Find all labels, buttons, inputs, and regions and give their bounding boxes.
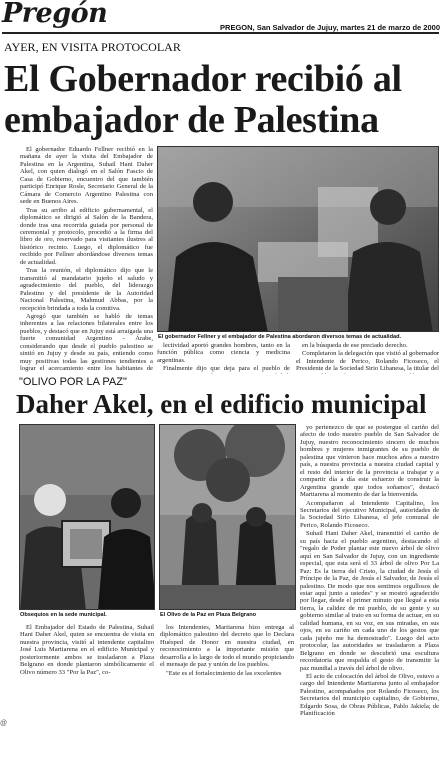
paragraph: en la búsqueda de ese preciado derecho. bbox=[302, 342, 408, 349]
photo-olive-tree-plaza bbox=[160, 425, 296, 610]
article2-photo-1 bbox=[19, 424, 155, 610]
paragraph: El acto de colocación del árbol de Olivo, estuvo a cargo del Intendente Martiarena junto al embajador Palestino, acompañados por Rolando Ficoseco, los Secretarios del municipio capitalino, de Gobierno, Edgardo Sosa, de Obras Públicas, Pablo Jakiela; de Planificación bbox=[300, 672, 439, 718]
paragraph: lectividad aportó grandes hombres, tanto en la función pública como ciencia y medicina argentinas. bbox=[157, 342, 290, 364]
paragraph: yo pertenezco de que se postergue el cariño del afecto de todo nuestro pueblo de San Salvador de Jujuy, nuestro reconocimiento sincero de muchos hombres y mujeres inmigrantes de su pueblo de palestina que vinieron hace muchos años a nuestro país, a nuestra provincia a nuestra ciudad capital y el resto del interior de la provincia a trabajar y a compartir día a día este esfuerzo de construir la Argentina grande que todos soñamos", destacó Martiarena al momento de dar la bienvenida. bbox=[300, 424, 439, 499]
photo-governor-ambassador bbox=[158, 147, 439, 332]
masthead-rule bbox=[2, 32, 439, 34]
paragraph: El gobernador Eduardo Fellner recibió en la mañana de ayer la visita del Embajador de Palestina en la Argentina, Suhail Hani Daher Akel, con quien dialogó en el Salón Fascio de Casa de Gobierno, encuentro del que también participó Enrique Rosle, Secretario General de la Cámara de Comercio Argentino Palestina con sede en Buenos Aires. bbox=[20, 146, 153, 206]
issue-line: PREGON, San Salvador de Jujuy, martes 21 de marzo de 2000 bbox=[220, 23, 440, 32]
paragraph: Agregó que también se habló de temas inherentes a las relaciones bilaterales entre los pueblos, y destacó que en Jujuy está arraigada una fuerte comunidad Argentino - Árabe, considerando que desde el pueblo palestino se sintió en Jujuy y desde su país, entiendo como muy positivas todas las gestiones tendientes a lograr el acercamiento entre los habitantes de bbox=[20, 312, 153, 372]
masthead bbox=[2, 0, 441, 30]
photo-gifts-municipal bbox=[20, 425, 155, 610]
article2-photo-2 bbox=[159, 424, 296, 610]
article2-kicker: "OLIVO POR LA PAZ" bbox=[19, 376, 127, 388]
article1-column-2 bbox=[157, 342, 290, 374]
article1-headline-line1: El Gobernador recibió al bbox=[4, 58, 402, 100]
article1-kicker: AYER, EN VISITA PROTOCOLAR bbox=[4, 40, 181, 54]
article2-headline: Daher Akel, en el edificio municipal bbox=[16, 389, 427, 419]
article1-photo-caption: El gobernador Fellner y el embajador de Palestina abordaron diversos temas de actualidad. bbox=[158, 334, 402, 340]
paragraph: Completaron la delegación que visitó al gobernador el Intendente de Perico, Rolando Ficoseco, el Presidente de la Sociedad Sirio Libanesa, la titular del bbox=[296, 350, 439, 373]
article2-column-3 bbox=[300, 424, 439, 767]
paragraph: Acompañaron al Intendente Capitalino, los Secretarios del ejecutivo Municipal, autoridades de la Sociedad Sirio Libanesa, el jefe comunal de Perico, Rolando Ficoseco. bbox=[300, 499, 439, 529]
article1-photo bbox=[157, 146, 439, 332]
paragraph: El Embajador del Estado de Palestina, Suhail Hani Daher Akel, quien se encuentra de visita en nuestra provincia, visitó al intendente capitalino José Luis Martiarena en el edificio Municipal y posteriormente ambos se trasladaron a Plaza Belgrano en donde plantaron simbólicamente el Olivo número 33 "Por la Paz", co- bbox=[20, 624, 154, 676]
article2-photo-2-caption: El Olivo de la Paz en Plaza Belgrano bbox=[160, 612, 257, 618]
margin-mark: @ bbox=[0, 720, 8, 727]
paragraph: Finalmente dijo que deja para el pueblo de bbox=[163, 365, 290, 373]
paragraph: Tras la reunión, el diplomático dijo que le transmitió al mandatario jujeño el saludo y agradecimiento del pueblo, del liderazgo Palestino y del presidente de la Autoridad Nacional Palestina, Mahmud Abbas, por la recepción brindada a toda la comitiva. bbox=[20, 267, 153, 312]
paragraph: "Este es el fortalecimiento de las excelentes bbox=[166, 669, 282, 677]
article2-column-2 bbox=[160, 624, 294, 764]
newspaper-logo: Pregón bbox=[2, 0, 108, 29]
article2-column-1 bbox=[20, 624, 154, 764]
article1-column-1 bbox=[20, 146, 153, 372]
article2-photo-1-caption: Obsequios en la sede municipal. bbox=[20, 612, 107, 618]
paragraph: Tras su arribo al edificio gubernamental, el diplomático se dirigió al Salón de la Bandera, donde tras una recorrida guiada por personal de ceremonial y protocolo, procedió a la firma del libro de oro, reservado para visitantes ilustres al histórico recinto. Luego, el diplomático fue recibido por Fellner abordándose diversos temas de actualidad. bbox=[20, 206, 153, 266]
article1-column-3 bbox=[296, 342, 439, 374]
paragraph: los Intendentes, Martiarena hizo entrega al diplomático palestino del decreto que lo Declara Huésped de Honor en nuestra ciudad, en reconocimiento a la importante misión que desarrolla a lo largo de todo el mundo propiciando el mensaje de paz y unión de los pueblos. bbox=[160, 624, 294, 669]
paragraph: Suhail Hani Daher Akel, transmitió el cariño de su país hacia el pueblo argentino, destacando el "regalo de Poder plantar este nuevo árbol de olivo aquí en San Salvador de Jujuy, con un ingrediente especial, que esta será el 33 árbol de olivo Por La Paz: Es la tierra del Cristo, la ciudad de Jesús el Príncipe de la Paz, de Jesús el Salvador, de Jesús el palestino. De modo que nos sentimos orgullosos de estar aquí junto a ustedes" y se mostró agradecido por llegar, desde el primer minuto que llegué a esta tierra, la calidez de mi pueblo, de su gente y su gobierno similar al trato en su forma de actuar, en su calidad humana, en su voz, en sus miradas, en sus ojos, en su cariño en cada uno de los gestos que cada jujeño me ha demostrado". Luego del acto protocolar, las autoridades se trasladaron a Plaza Belgrano en donde se descubrió una escultura recordatoria que respalda el gesto de transmitir la paz mundial a través del árbol de olivo. bbox=[300, 530, 439, 672]
article1-headline-line2: embajador de Palestina bbox=[4, 99, 379, 141]
